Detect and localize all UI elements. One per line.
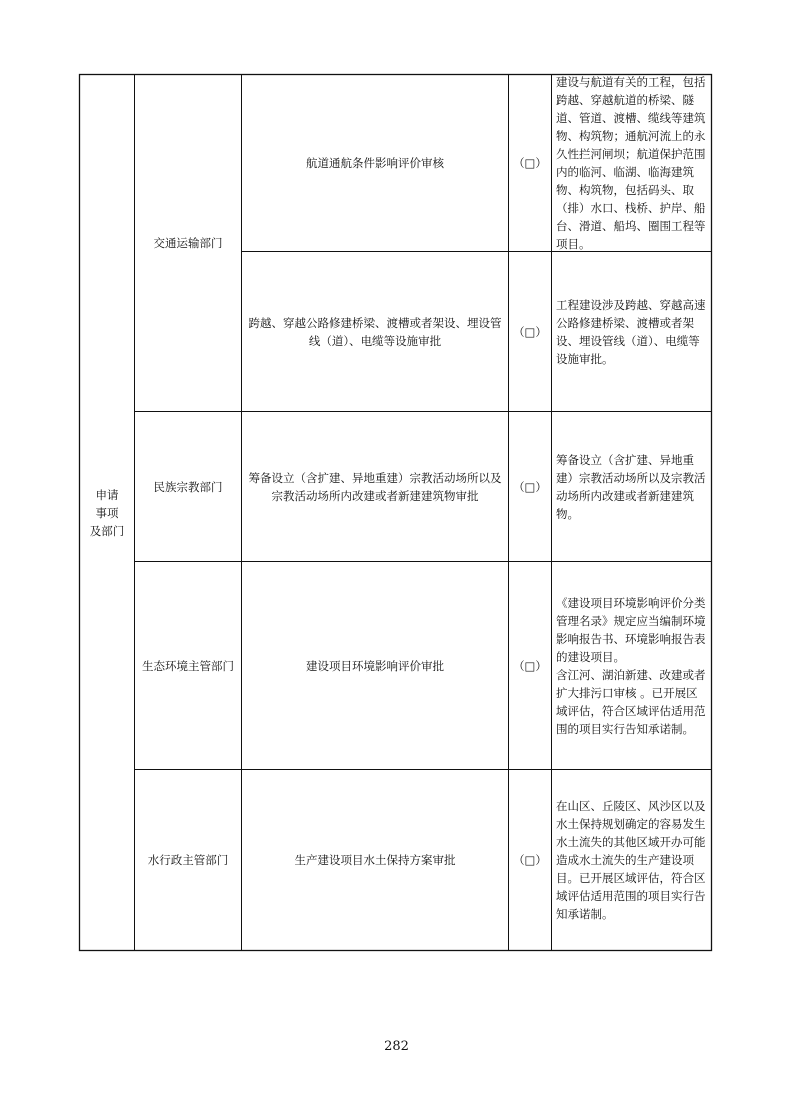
approval-item: 航道通航条件影响评价审核 <box>306 156 444 170</box>
approval-item: 生产建设项目水土保持方案审批 <box>294 853 456 867</box>
checkbox-mark: （□） <box>513 156 547 170</box>
item-note: 筹备设立（含扩建、异地重建）宗教活动场所以及宗教活动场所内改建或者新建建筑物。 <box>556 452 706 521</box>
item-note: 工程建设涉及跨越、穿越高速公路修建桥梁、渡槽或者架设、埋设管线（道）、电缆等设施审批。 <box>556 297 706 366</box>
checkbox-mark: （□） <box>513 658 547 673</box>
checkbox-mark: （□） <box>513 324 547 339</box>
approval-item: 跨越、穿越公路修建桥梁、渡槽或者架设、埋设管线（道）、电缆等设施审批 <box>248 315 502 348</box>
page-number: 282 <box>384 1039 409 1054</box>
item-note: 《建设项目环境影响评价分类管理名录》规定应当编制环境影响报告书、环境影响报告表的建设项目。 含江河、湖泊新建、改建或者扩大排污口审核 。已开展区域评估，符合区域评估适用范围的项目实行告知承诺制。 <box>556 595 706 736</box>
checkbox-mark: （□） <box>513 479 547 494</box>
category-label: 申请 事项 及部门 <box>89 487 125 538</box>
department-name: 水行政主管部门 <box>147 853 229 867</box>
item-note: 建设与航道有关的工程，包括跨越、穿越航道的桥梁、隧道、管道、渡槽、缆线等建筑物、构筑物；通航河流上的永久性拦河闸坝；航道保护范围内的临河、临湖、临海建筑物、构筑物，包括码头、取（排）水口、栈桥、护岸、船台、滑道、船坞、圈围工程等项目。 <box>556 75 706 251</box>
item-note: 在山区、丘陵区、风沙区以及水土保持规划确定的容易发生水土流失的其他区域开办可能造成水土流失的生产建设项目。已开展区域评估，符合区域评估适用范围的项目实行告知承诺制。 <box>556 799 706 921</box>
department-name: 交通运输部门 <box>153 236 223 250</box>
department-name: 民族宗教部门 <box>153 479 223 494</box>
approval-item: 筹备设立（含扩建、异地重建）宗教活动场所以及宗教活动场所内改建或者新建建筑物审批 <box>248 470 502 503</box>
department-name: 生态环境主管部门 <box>142 658 234 673</box>
approval-item: 建设项目环境影响评价审批 <box>306 658 444 673</box>
checkbox-mark: （□） <box>513 853 547 867</box>
